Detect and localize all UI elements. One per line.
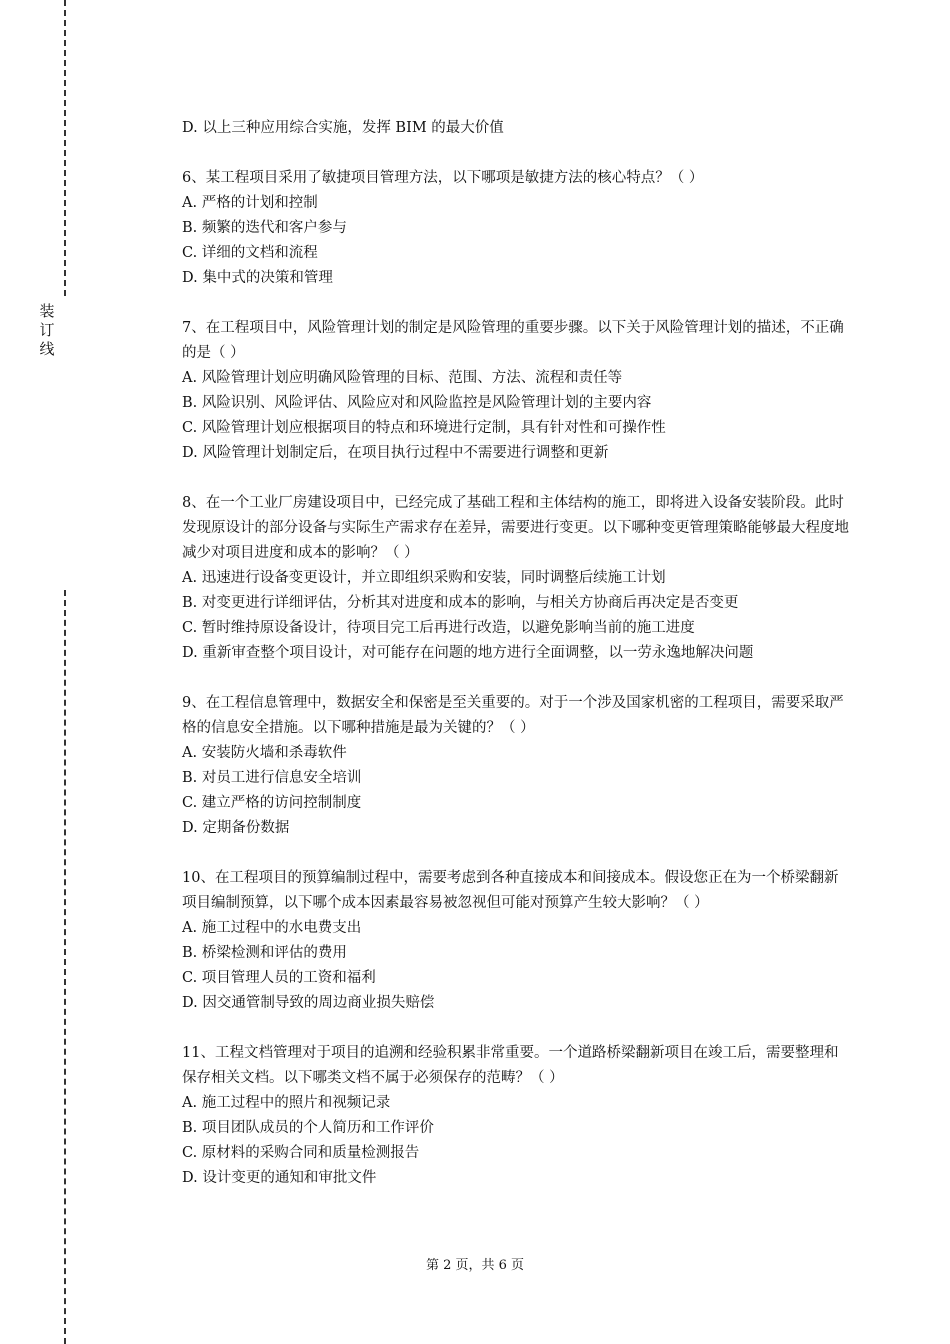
option-a: A. 风险管理计划应明确风险管理的目标、范围、方法、流程和责任等 (182, 370, 623, 386)
binding-char: 订 (39, 321, 55, 339)
option-b: B. 对变更进行详细评估，分析其对进度和成本的影响，与相关方协商后再决定是否变更 (182, 595, 739, 611)
option-a: A. 安装防火墙和杀毒软件 (182, 745, 347, 761)
option-a: A. 迅速进行设备变更设计，并立即组织采购和安装，同时调整后续施工计划 (182, 570, 666, 586)
option-d: D. 风险管理计划制定后，在项目执行过程中不需要进行调整和更新 (182, 445, 609, 461)
option-c: C. 建立严格的访问控制制度 (182, 795, 362, 811)
question-text: 6、某工程项目采用了敏捷项目管理方法，以下哪项是敏捷方法的核心特点？（ ） (182, 170, 704, 186)
option-a: A. 严格的计划和控制 (182, 195, 318, 211)
question-text: 8、在一个工业厂房建设项目中，已经完成了基础工程和主体结构的施工，即将进入设备安装阶段。此时发现原设计的部分设备与实际生产需求存在差异，需要进行变更。以下哪种变更管理策略能够最大程度地减少对项目进度和成本的影响？（ ） (182, 495, 849, 561)
option-a: A. 施工过程中的照片和视频记录 (182, 1095, 391, 1111)
question-8 (182, 491, 852, 666)
option-c: C. 项目管理人员的工资和福利 (182, 970, 376, 986)
option-d: D. 集中式的决策和管理 (182, 270, 333, 286)
option-d: D. 以上三种应用综合实施，发挥 BIM 的最大价值 (182, 120, 504, 136)
option-b: B. 项目团队成员的个人简历和工作评价 (182, 1120, 434, 1136)
question-5-continued (182, 116, 852, 141)
option-b: B. 频繁的迭代和客户参与 (182, 220, 347, 236)
binding-label (38, 302, 56, 359)
option-d: D. 因交通管制导致的周边商业损失赔偿 (182, 995, 435, 1011)
option-b: B. 对员工进行信息安全培训 (182, 770, 362, 786)
question-text: 9、在工程信息管理中，数据安全和保密是至关重要的。对于一个涉及国家机密的工程项目，需要采取严格的信息安全措施。以下哪种措施是最为关键的？（ ） (182, 695, 844, 736)
page-footer: 第 2 页，共 6 页 (425, 1258, 525, 1273)
option-c: C. 原材料的采购合同和质量检测报告 (182, 1145, 420, 1161)
option-d: D. 重新审查整个项目设计，对可能存在问题的地方进行全面调整，以一劳永逸地解决问题 (182, 645, 754, 661)
question-list (182, 116, 852, 1216)
option-c: C. 详细的文档和流程 (182, 245, 318, 261)
question-9 (182, 691, 852, 841)
binding-dashed-line-top (64, 0, 66, 296)
option-c: C. 暂时维持原设备设计，待项目完工后再进行改造，以避免影响当前的施工进度 (182, 620, 695, 636)
option-b: B. 风险识别、风险评估、风险应对和风险监控是风险管理计划的主要内容 (182, 395, 652, 411)
question-text: 7、在工程项目中，风险管理计划的制定是风险管理的重要步骤。以下关于风险管理计划的描述，不正确的是（ ） (182, 320, 844, 361)
binding-char: 装 (39, 302, 55, 320)
question-6 (182, 166, 852, 291)
question-text: 10、在工程项目的预算编制过程中，需要考虑到各种直接成本和间接成本。假设您正在为一个桥梁翻新项目编制预算，以下哪个成本因素最容易被忽视但可能对预算产生较大影响？（ ） (182, 870, 839, 911)
binding-char: 线 (39, 340, 55, 358)
question-11 (182, 1041, 852, 1191)
option-d: D. 设计变更的通知和审批文件 (182, 1170, 377, 1186)
question-text: 11、工程文档管理对于项目的追溯和经验积累非常重要。一个道路桥梁翻新项目在竣工后，需要整理和保存相关文档。以下哪类文档不属于必须保存的范畴？（ ） (182, 1045, 839, 1086)
question-7 (182, 316, 852, 466)
option-c: C. 风险管理计划应根据项目的特点和环境进行定制，具有针对性和可操作性 (182, 420, 666, 436)
question-10 (182, 866, 852, 1016)
option-b: B. 桥梁检测和评估的费用 (182, 945, 347, 961)
binding-dashed-line-bottom (64, 590, 66, 1344)
option-d: D. 定期备份数据 (182, 820, 290, 836)
option-a: A. 施工过程中的水电费支出 (182, 920, 362, 936)
